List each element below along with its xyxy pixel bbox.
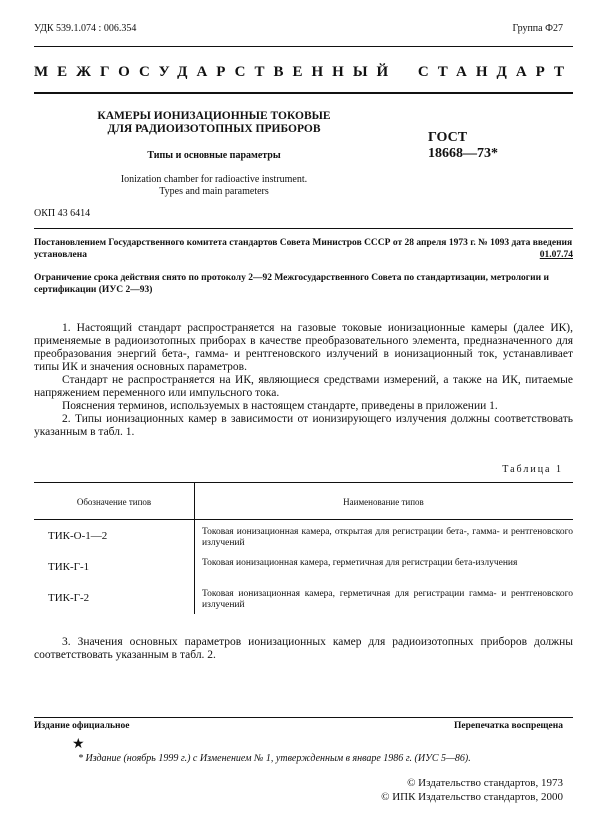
decree-divider [34, 228, 573, 229]
official-edition-label: Издание официальное [34, 721, 130, 731]
document-title [96, 110, 332, 136]
table-row [34, 520, 573, 551]
types-table [34, 482, 573, 613]
gost-designation [428, 130, 498, 162]
title-line-1: КАМЕРЫ ИОНИЗАЦИОННЫЕ ТОКОВЫЕ [97, 110, 331, 122]
restriction-note: Ограничение срока действия снято по протоколу 2—92 Межгосударственного Совета по стандартизации, метрологии и сертификации (ИУС 2—93) [34, 273, 549, 295]
table-row [34, 551, 573, 582]
table-cell-type: ТИК-О-1—2 [48, 530, 108, 542]
okp-code: ОКП 43 6414 [34, 208, 91, 219]
group-code: Группа Ф27 [512, 23, 563, 34]
paragraph-1: 1. Настоящий стандарт распространяется на газовые токовые ионизационные камеры (далее ИК), применяемые в радиоизотопных приборах в качестве преобразовательного элемента, предназначенного для преобразования энергий бета-, гамма- и рентгеновского излучений в ионизационный ток, устанавливает типы ИК и значения основных параметров. [34, 322, 573, 373]
table-row [34, 582, 573, 613]
gost-number: 18668—73* [428, 146, 498, 161]
paragraph-5: 3. Значения основных параметров ионизационных камер для радиоизотопных приборов должны соответствовать указанным в табл. 2. [34, 636, 573, 661]
table-label: Таблица 1 [502, 464, 563, 475]
table-cell-type: ТИК-Г-1 [48, 561, 90, 573]
copyright-1973: © Издательство стандартов, 1973 [407, 777, 563, 789]
table-cell-name: Токовая ионизационная камера, герметичная для регистрации бета-излучения [202, 558, 518, 568]
table-cell-name: Токовая ионизационная камера, открытая для регистрации бета-, гамма- и рентгеновского излучений [202, 527, 573, 548]
header-divider [34, 46, 573, 47]
paragraph-3: Пояснения терминов, используемых в настоящем стандарте, приведены в приложении 1. [62, 400, 498, 412]
udk-code: УДК 539.1.074 : 006.354 [34, 23, 137, 34]
star-icon: ★ [72, 737, 85, 752]
footer-divider [34, 717, 573, 718]
paragraph-4: 2. Типы ионизационных камер в зависимости от ионизирующего излучения должны соответствовать указанным в табл. 1. [34, 413, 573, 438]
english-title [96, 174, 332, 198]
table-header-type: Обозначение типов [76, 497, 152, 507]
decree-date: 01.07.74 [539, 250, 573, 260]
copyright-2000: © ИПК Издательство стандартов, 2000 [381, 791, 563, 803]
paragraph-2: Стандарт не распространяется на ИК, являющиеся средствами измерений, а также на ИК, питаемые напряжением переменного или импульсного тока. [34, 374, 573, 399]
english-title-line-2: Types and main parameters [159, 186, 269, 197]
heading-divider [34, 92, 573, 94]
reprint-prohibited-label: Перепечатка воспрещена [453, 721, 563, 731]
gost-label: ГОСТ [428, 130, 468, 145]
document-subtitle: Типы и основные параметры [147, 150, 281, 161]
table-header-name: Наименование типов [343, 497, 424, 507]
decree-body: Постановлением Государственного комитета стандартов Совета Министров СССР от 28 апреля 1973 г. № 1093 дата введения установлена [34, 238, 573, 260]
edition-note: * Издание (ноябрь 1999 г.) с Изменением № 1, утвержденным в январе 1986 г. (ИУС 5—86). [78, 753, 471, 764]
english-title-line-1: Ionization chamber for radioactive instrument. [120, 174, 308, 185]
interstate-standard-heading: МЕЖГОСУДАРСТВЕННЫЙ СТАНДАРТ [34, 64, 573, 80]
decree-text [34, 237, 573, 261]
table-cell-name: Токовая ионизационная камера, герметичная для регистрации гамма- и рентгеновского излучений [202, 589, 573, 610]
table-cell-type: ТИК-Г-2 [48, 592, 90, 604]
title-line-2: ДЛЯ РАДИОИЗОТОПНЫХ ПРИБОРОВ [107, 123, 321, 135]
table-header-row [34, 482, 573, 520]
